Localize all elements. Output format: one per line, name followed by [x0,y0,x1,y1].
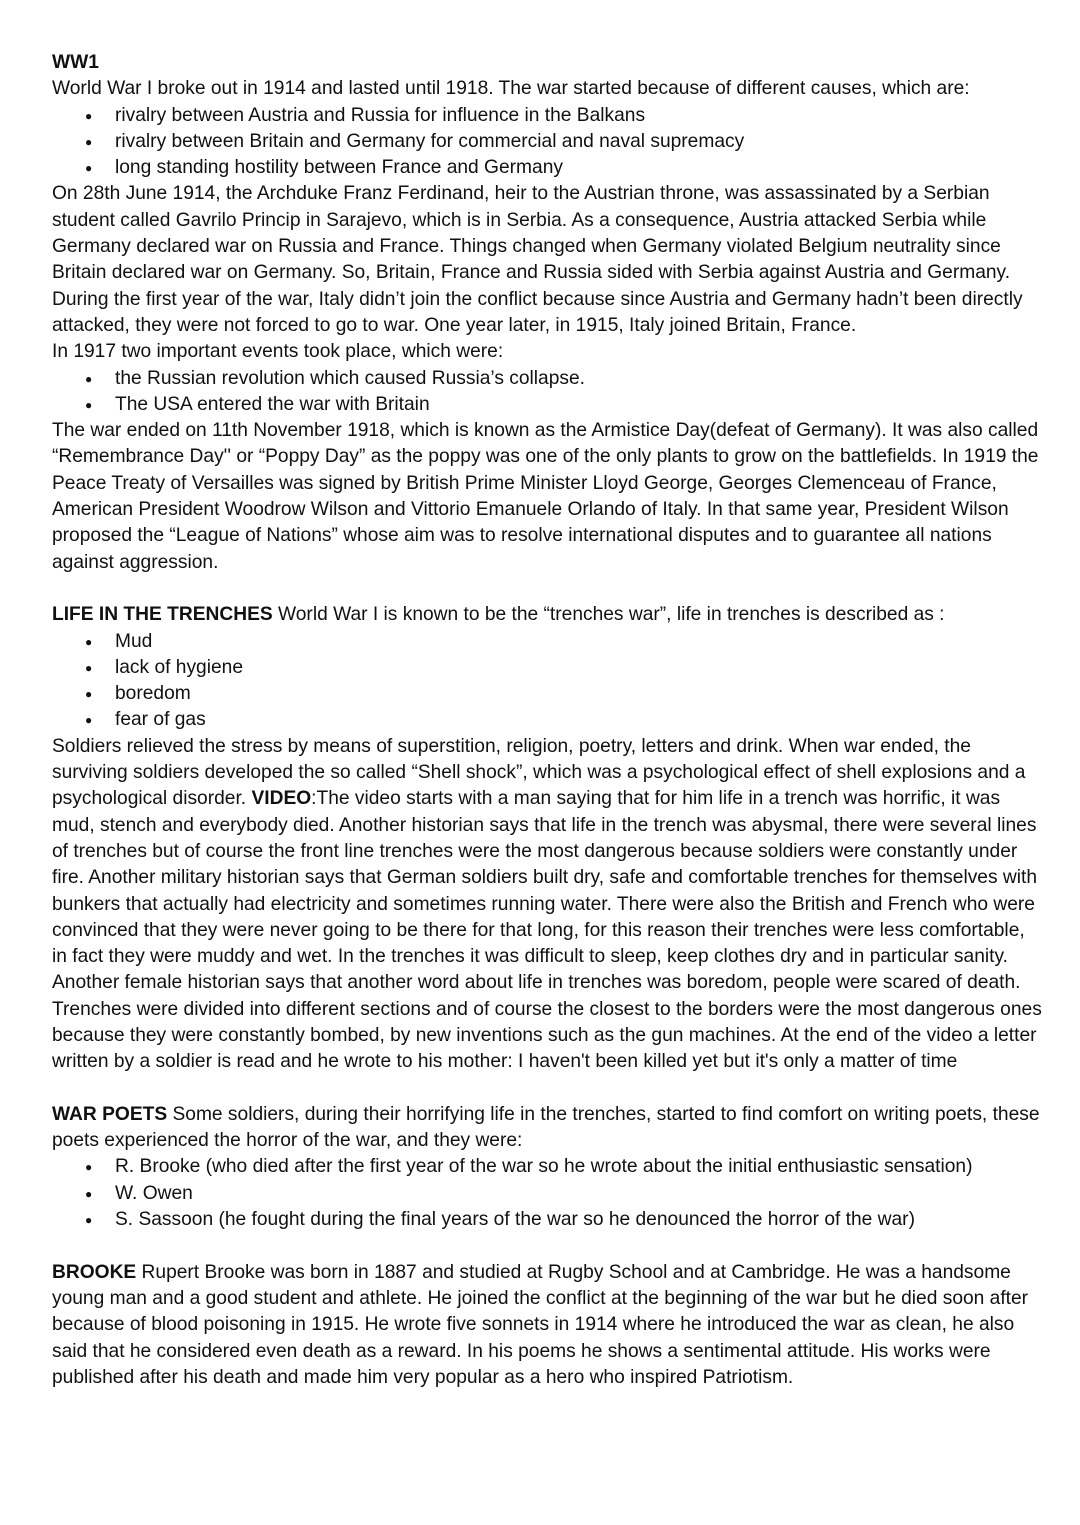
section-spacer [52,1233,1042,1259]
ww1-intro: World War I broke out in 1914 and lasted until 1918. The war started because of different causes, which are: [52,78,970,100]
war-poets-intro-text: Some soldiers, during their horrifying life in the trenches, started to find comfort on writing poets, these poets experienced the horror of the war, and they were: [52,1103,1040,1152]
poets-list [52,1154,1042,1233]
list-item: ● The USA entered the war with Britain [115,392,1042,418]
trenches-paragraph-text: Soldiers relieved the stress by means of superstition, religion, poetry, letters and drink. When war ended, the surviving soldiers developed the so called “Shell shock”, which was a psychological effect of shell explosions and a psychological disorder. [52,735,1026,810]
section-spacer [52,576,1042,602]
trenches-intro-text: World War I is known to be the “trenches war”, life in trenches is described as : [272,604,945,626]
list-item: ● fear of gas [115,707,1042,733]
section-spacer [52,1076,1042,1102]
ww1-heading [52,50,1042,76]
causes-list [52,103,1042,182]
ww1-paragraph-2: The war ended on 11th November 1918, which is known as the Armistice Day(defeat of Germany). It was also called “Remembrance Day'' or “Poppy Day” as the poppy was one of the only plants to grow on the battlefields. In 1919 the Peace Treaty of Versailles was signed by British Prime Minister Lloyd George, Georges Clemenceau of France, American President Woodrow Wilson and Vittorio Emanuele Orlando of Italy. In that same year, President Wilson proposed the “League of Nations” whose aim was to resolve international disputes and to guarantee all nations against aggression. [52,420,1039,573]
brooke-paragraph [52,1260,1042,1391]
list-item: ● lack of hygiene [115,655,1042,681]
video-label: VIDEO [251,788,312,810]
list-item: ● S. Sassoon (he fought during the final years of the war so he denounced the horror of the war) [115,1207,1042,1233]
video-summary: :The video starts with a man saying that for him life in a trench was horrific, it was mud, stench and everybody died. Another historian says that life in the trench was abysmal, there were several lines of trenches but of course the front line trenches were the most dangerous because soldiers were constantly under fire. Another military historian says that German soldiers built dry, safe and comfortable trenches for themselves with bunkers that actually had electricity and sometimes running water. There were also the British and French who were convinced that they were never going to be there for that long, for this reason their trenches were less comfortable, in fact they were muddy and wet. In the trenches it was difficult to sleep, keep clothes dry and in particular sanity. Another female historian says that another word about life in trenches was boredom, people were scared of death. Trenches were divided into different sections and of course the closest to the borders were the most dangerous ones because they were constantly bombed, by new inventions such as the gun machines. At the end of the video a letter written by a soldier is read and he wrote to his mother: I haven't been killed yet but it's only a matter of time [52,788,1042,1073]
war-poets-intro [52,1102,1042,1155]
events-list [52,366,1042,419]
list-item: ● Mud [115,629,1042,655]
trenches-intro [52,602,1042,628]
brooke-text: Rupert Brooke was born in 1887 and studied at Rugby School and at Cambridge. He was a handsome young man and a good student and athlete. He joined the conflict at the beginning of the war but he died soon after because of blood poisoning in 1915. He wrote five sonnets in 1914 where he introduced the war as clean, he also said that he considered even death as a reward. In his poems he shows a sentimental attitude. His works were published after his death and made him very popular as a hero who inspired Patriotism. [52,1261,1029,1388]
list-item: ● rivalry between Austria and Russia for influence in the Balkans [115,103,1042,129]
trenches-heading: LIFE IN THE TRENCHES [52,604,273,626]
brooke-heading: BROOKE [52,1261,137,1283]
ww1-heading-text: WW1 [52,52,99,73]
document-page [52,50,1042,1391]
trenches-paragraph [52,734,1042,1076]
list-item: ● W. Owen [115,1181,1042,1207]
list-item: ● rivalry between Britain and Germany for commercial and naval supremacy [115,129,1042,155]
list-item: ● long standing hostility between France and Germany [115,155,1042,181]
events-intro: In 1917 two important events took place, which were: [52,341,504,363]
war-poets-heading: WAR POETS [52,1103,168,1125]
list-item: ● R. Brooke (who died after the first year of the war so he wrote about the initial enthusiastic sensation) [115,1154,1042,1180]
list-item: ● boredom [115,681,1042,707]
trench-conditions-list [52,629,1042,734]
list-item: ● the Russian revolution which caused Russia’s collapse. [115,366,1042,392]
ww1-paragraph-1: On 28th June 1914, the Archduke Franz Ferdinand, heir to the Austrian throne, was assassinated by a Serbian student called Gavrilo Princip in Sarajevo, which is in Serbia. As a consequence, Austria attacked Serbia while Germany declared war on Russia and France. Things changed when Germany violated Belgium neutrality since Britain declared war on Germany. So, Britain, France and Russia sided with Serbia against Austria and Germany. During the first year of the war, Italy didn’t join the conflict because since Austria and Germany hadn’t been directly attacked, they were not forced to go to war. One year later, in 1915, Italy joined Britain, France. [52,183,1023,336]
